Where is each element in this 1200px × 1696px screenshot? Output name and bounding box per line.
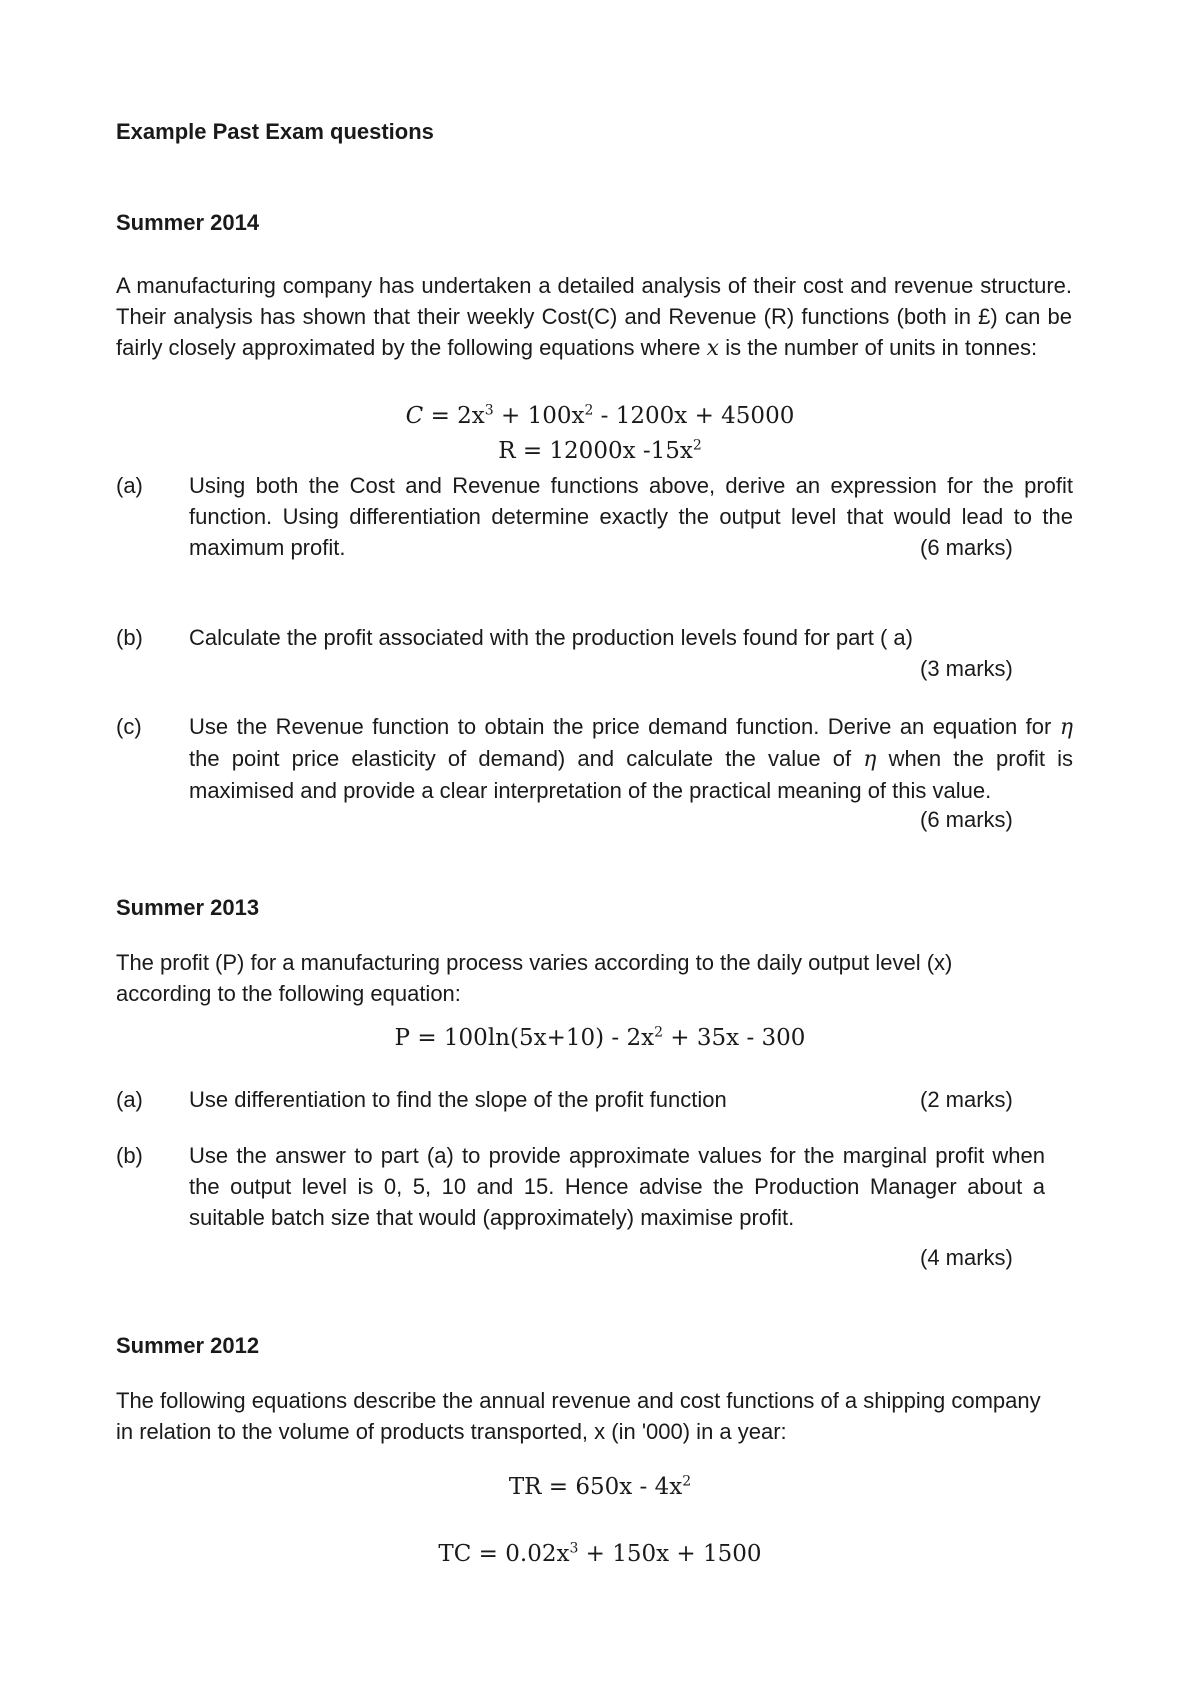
equation-cost: [0, 402, 1200, 429]
equation-revenue-base: R = 12000x -15x: [498, 438, 693, 464]
page-title: Example Past Exam questions: [116, 119, 434, 144]
question-2014-a-text: Using both the Cost and Revenue functions above, derive an expression for the profit function. Using differentiation determine exactly the output level that would lead to the maximum profit.: [189, 473, 1073, 560]
equation-cost-exponent-2: 2: [584, 402, 594, 419]
question-2013-b-text: Use the answer to part (a) to provide approximate values for the marginal profit when the output level is 0, 5, 10 and 15. Hence advise the Production Manager about a suitable batch size that would (approximately) maximise profit.: [189, 1143, 1045, 1230]
question-2014-a-marks: (6 marks): [920, 535, 1013, 560]
equation-profit-base: P = 100ln(5x+10) - 2x: [394, 1025, 655, 1051]
question-2014-c-marks: (6 marks): [920, 807, 1013, 832]
equation-cost-part-1: = 2x: [423, 403, 485, 429]
question-2013-a-label: (a): [116, 1087, 143, 1112]
question-2014-c-text-2: the point price elasticity of demand) and calculate the value of: [189, 746, 852, 771]
eta-symbol: η: [863, 747, 877, 772]
equation-cost-exponent-1: 3: [484, 402, 494, 419]
equation-total-revenue: [0, 1473, 1200, 1500]
question-2014-c-text-1: Use the Revenue function to obtain the price demand function. Derive an equation for: [189, 714, 1052, 739]
intro-2014-text-2: is the number of units in tonnes:: [725, 335, 1038, 360]
equation-revenue: [0, 437, 1200, 464]
equation-total-revenue-base: TR = 650x - 4x: [508, 1474, 683, 1500]
equation-total-cost-base: TC = 0.02x: [438, 1541, 570, 1567]
equation-profit-exponent: 2: [654, 1024, 663, 1041]
equation-total-revenue-exponent: 2: [682, 1473, 692, 1490]
question-2013-b-marks: (4 marks): [920, 1245, 1013, 1270]
question-2013-a-marks: (2 marks): [920, 1087, 1013, 1112]
intro-2014-variable: x: [706, 336, 720, 361]
equation-cost-lhs: C: [405, 403, 424, 429]
question-2013-b-label: (b): [116, 1143, 143, 1168]
intro-2013: The profit (P) for a manufacturing process varies according to the daily output level (x) according to the following equation:: [116, 950, 953, 1006]
equation-profit-tail: + 35x - 300: [663, 1025, 806, 1051]
equation-profit: [0, 1024, 1200, 1051]
question-2014-a-label: (a): [116, 473, 143, 498]
question-2014-b-text: Calculate the profit associated with the production levels found for part ( a): [189, 625, 913, 650]
intro-2014-text-1: A manufacturing company has undertaken a detailed analysis of their cost and revenue structure. Their analysis has shown that their weekly Cost(C) and Revenue (R) functions (both in £) can be fairly closely approximated by the following equations where: [116, 273, 1072, 360]
question-2014-c-label: (c): [116, 714, 142, 739]
question-2013-a-text: Use differentiation to find the slope of the profit function: [189, 1087, 727, 1112]
equation-total-cost-tail: + 150x + 1500: [578, 1541, 762, 1567]
question-2014-c-text: [189, 711, 1073, 806]
intro-2014: [116, 270, 1072, 364]
question-2014-b-label: (b): [116, 625, 143, 650]
question-2014-b-marks: (3 marks): [920, 656, 1013, 681]
intro-2012: The following equations describe the annual revenue and cost functions of a shipping company in relation to the volume of products transported, x (in '000) in a year:: [116, 1388, 1041, 1444]
section-heading-2014: Summer 2014: [116, 210, 260, 235]
section-heading-2013: Summer 2013: [116, 895, 260, 920]
equation-total-cost: [0, 1540, 1200, 1567]
equation-revenue-exponent: 2: [692, 437, 702, 454]
equation-cost-part-3: - 1200x + 45000: [593, 403, 795, 429]
section-heading-2012: Summer 2012: [116, 1333, 260, 1358]
eta-symbol: η: [1059, 715, 1073, 740]
equation-total-cost-exponent: 3: [569, 1540, 579, 1557]
equation-cost-part-2: + 100x: [493, 403, 585, 429]
question-2014-c-text-3: when the profit is maximised and provide a clear interpretation of the practical meaning of this value.: [189, 746, 1073, 803]
